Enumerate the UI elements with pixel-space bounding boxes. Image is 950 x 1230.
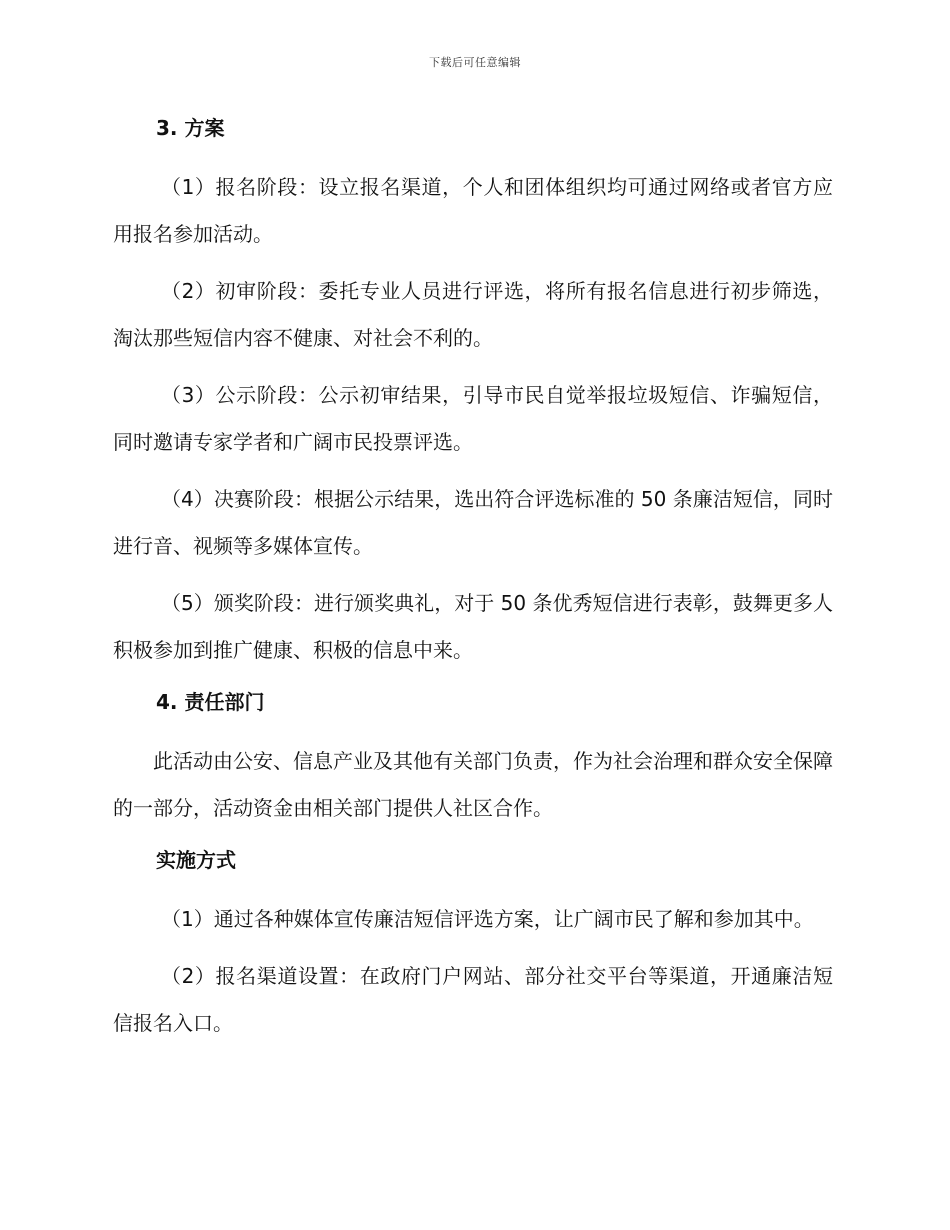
implementation-item-publicity: （1）通过各种媒体宣传廉洁短信评选方案，让广阔市民了解和参加其中。 [161, 907, 814, 931]
section-heading-implementation: 实施方式 [156, 848, 236, 872]
responsibility-body: 此活动由公安、信息产业及其他有关部门负责，作为社会治理和群众安全保障的一部分，活动资金由相关部门提供人社区合作。 [113, 749, 833, 820]
plan-item-final: （4）决赛阶段：根据公示结果，选出符合评选标准的 50 条廉洁短信，同时进行音、视频等多媒体宣传。 [113, 487, 833, 558]
plan-item-public-notice: （3）公示阶段：公示初审结果，引导市民自觉举报垃圾短信、诈骗短信，同时邀请专家学者和广阔市民投票评选。 [113, 383, 833, 454]
section-heading-plan: 3. 方案 [156, 116, 225, 140]
plan-item-awards: （5）颁奖阶段：进行颁奖典礼，对于 50 条优秀短信进行表彰，鼓舞更多人积极参加到推广健康、积极的信息中来。 [113, 591, 833, 662]
document-body [113, 110, 833, 1057]
section-heading-responsibility: 4. 责任部门 [156, 690, 265, 714]
plan-item-preliminary-review: （2）初审阶段：委托专业人员进行评选，将所有报名信息进行初步筛选，淘汰那些短信内容不健康、对社会不利的。 [113, 279, 833, 350]
plan-item-registration: （1）报名阶段：设立报名渠道，个人和团体组织均可通过网络或者官方应用报名参加活动。 [113, 175, 833, 246]
implementation-item-registration-channels: （2）报名渠道设置：在政府门户网站、部分社交平台等渠道，开通廉洁短信报名入口。 [113, 964, 833, 1035]
page-header-note: 下载后可任意编辑 [429, 56, 521, 69]
